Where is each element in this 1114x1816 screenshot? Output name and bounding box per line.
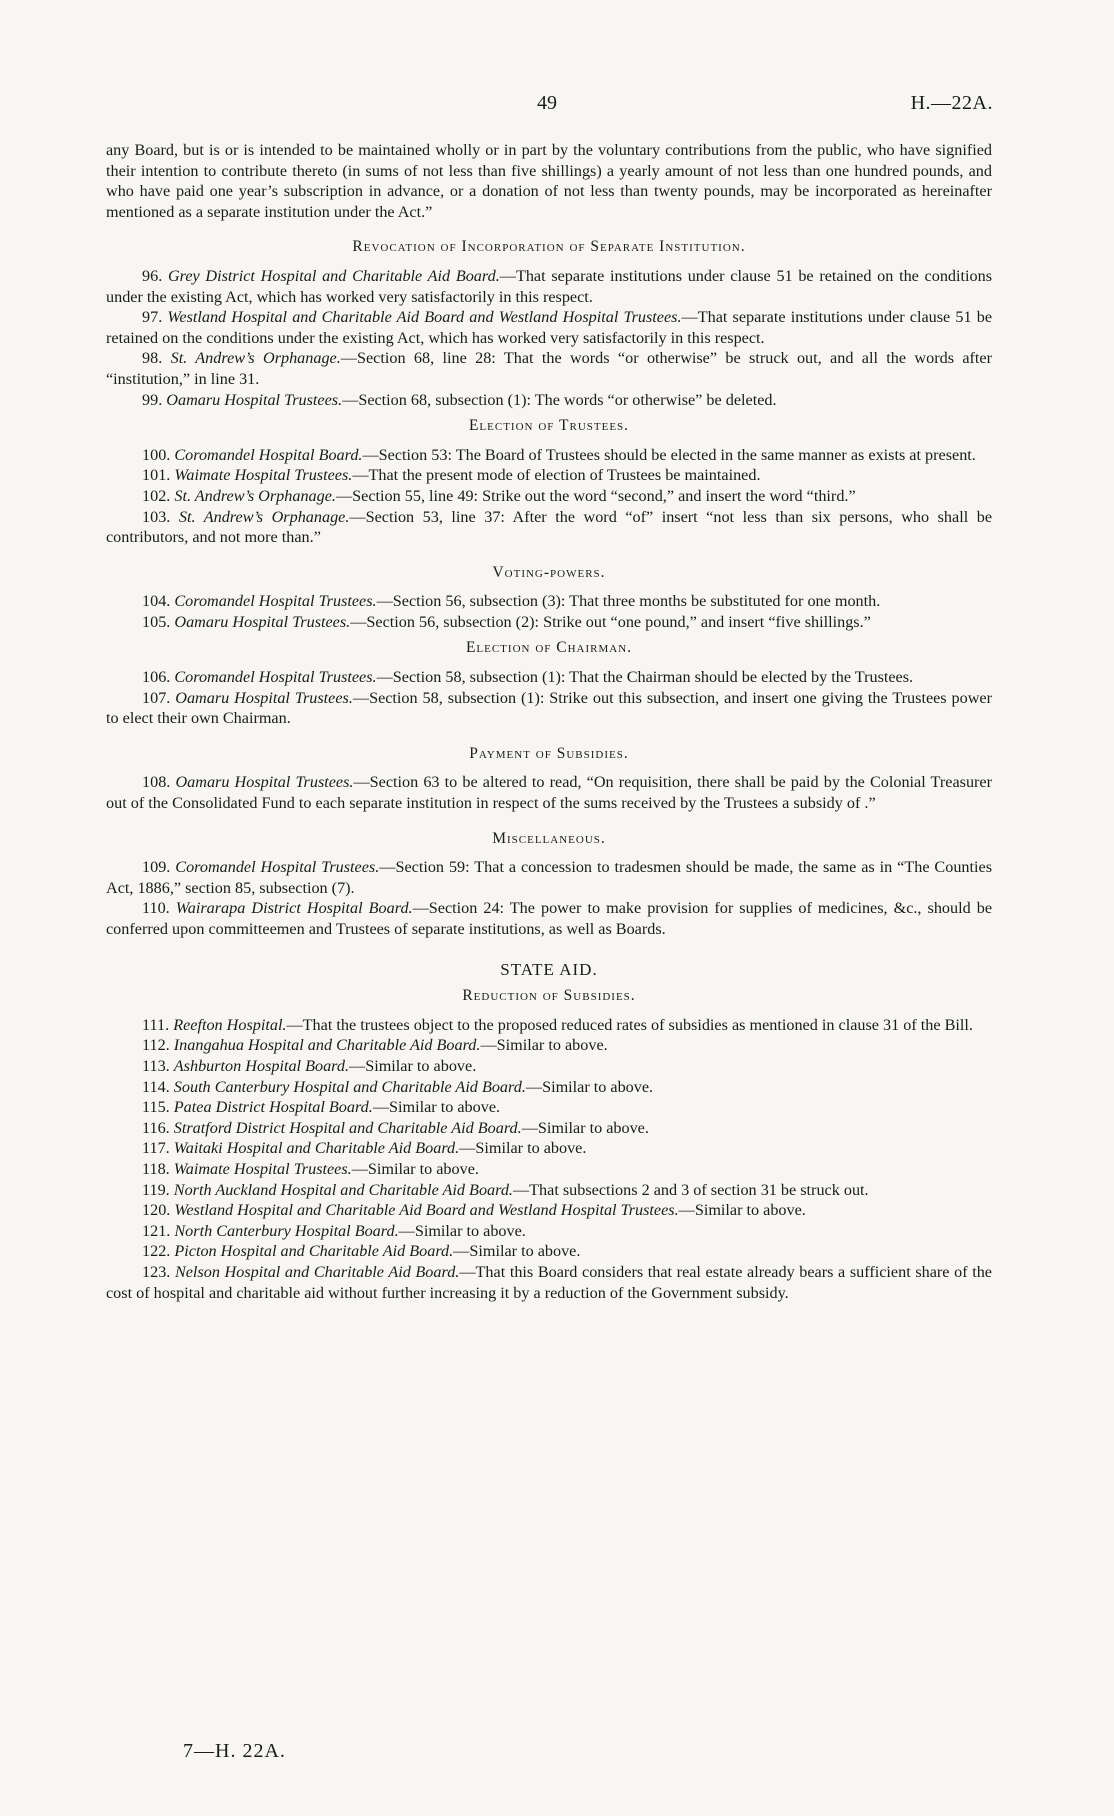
item-117: 117. Waitaki Hospital and Charitable Aid Board.—Similar to above. [142, 1139, 587, 1158]
heading-reduction-subsidies: Reduction of Subsidies. [462, 987, 636, 1005]
document-reference: H.—22A. [910, 92, 993, 114]
item-100: 100. Coromandel Hospital Board.—Section 53: The Board of Trustees should be elected in the same manner as exists at present. [142, 445, 976, 464]
item-118: 118. Waimate Hospital Trustees.—Similar to above. [142, 1159, 479, 1178]
item-97: 97. Westland Hospital and Charitable Aid Board and Westland Hospital Trustees.—That separate institutions under clause 51 be retained on the conditions under the existing Act, which has worked very satisfactorily in this respect. [106, 308, 993, 347]
heading-voting-powers: Voting-powers. [492, 563, 606, 581]
heading-state-aid: STATE AID. [500, 959, 598, 979]
item-111: 111. Reefton Hospital.—That the trustees object to the proposed reduced rates of subsidies as mentioned in clause 31 of the Bill. [142, 1015, 973, 1034]
item-114: 114. South Canterbury Hospital and Charitable Aid Board.—Similar to above. [142, 1077, 654, 1096]
item-120: 120. Westland Hospital and Charitable Aid Board and Westland Hospital Trustees.—Similar to above. [142, 1201, 806, 1220]
item-96: 96. Grey District Hospital and Charitable Aid Board.—That separate institutions under clause 51 be retained on the conditions under the existing Act, which has worked very satisfactorily in this respect. [106, 266, 993, 306]
item-98: 98. St. Andrew’s Orphanage.—Section 68, line 28: That the words “or otherwise” be struck out, and all the words after “institution,” in line 31. [106, 349, 992, 388]
item-103: 103. St. Andrew’s Orphanage.—Section 53, line 37: After the word “of” insert “not less than six persons, who shall be contributors, and not more than.” [106, 507, 992, 547]
heading-election-trustees: Election of Trustees. [468, 417, 630, 435]
item-99: 99. Oamaru Hospital Trustees.—Section 68, subsection (1): The words “or otherwise” be deleted. [142, 390, 777, 409]
item-119: 119. North Auckland Hospital and Charitable Aid Board.—That subsections 2 and 3 of section 31 be struck out. [142, 1180, 869, 1199]
item-105: 105. Oamaru Hospital Trustees.—Section 56, subsection (2): Strike out “one pound,” and insert “five shillings.” [142, 612, 871, 631]
item-122: 122. Picton Hospital and Charitable Aid Board.—Similar to above. [142, 1242, 581, 1261]
page-header [0, 92, 1114, 122]
heading-revocation: Revocation of Incorporation of Separate Institution. [352, 238, 746, 256]
item-116: 116. Stratford District Hospital and Charitable Aid Board.—Similar to above. [142, 1118, 649, 1137]
item-113: 113. Ashburton Hospital Board.—Similar to above. [142, 1056, 477, 1075]
heading-payment-subsidies: Payment of Subsidies. [469, 744, 629, 762]
item-108: 108. Oamaru Hospital Trustees.—Section 63 to be altered to read, “On requisition, there shall be paid by the Colonial Treasurer out of the Consolidated Fund to each separate institution in respect of the sums received by the Trustees a subsidy of .” [106, 773, 992, 813]
item-102: 102. St. Andrew’s Orphanage.—Section 55, line 49: Strike out the word “second,” and insert the word “third.” [142, 486, 856, 505]
item-101: 101. Waimate Hospital Trustees.—That the present mode of election of Trustees be maintained. [142, 466, 761, 485]
item-123: 123. Nelson Hospital and Charitable Aid Board.—That this Board considers that real estate already bears a sufficient share of the cost of hospital and charitable aid without further increasing it by a reduction of the Government subsidy. [106, 1262, 992, 1302]
item-106: 106. Coromandel Hospital Trustees.—Section 58, subsection (1): That the Chairman should be elected by the Trustees. [142, 668, 914, 687]
item-104: 104. Coromandel Hospital Trustees.—Section 56, subsection (3): That three months be substituted for one month. [142, 592, 881, 611]
item-121: 121. North Canterbury Hospital Board.—Similar to above. [142, 1221, 526, 1240]
signature-mark: 7—H. 22A. [183, 1740, 286, 1762]
heading-election-chairman: Election of Chairman. [465, 639, 633, 657]
item-109: 109. Coromandel Hospital Trustees.—Section 59: That a concession to tradesmen should be made, the same as in “The Counties Act, 1886,” section 85, subsection (7). [106, 858, 992, 897]
document-body [106, 140, 992, 1303]
intro-paragraph: any Board, but is or is intended to be maintained wholly or in part by the voluntary contributions from the public, who have signified their intention to contribute thereto (in sums of not less than five shillings) a yearly amount of not less than one hundred pounds, and who have paid one year’s subscription in advance, or a donation of not less than twenty pounds, may be incorporated as hereinafter mentioned as a separate institution under the Act.” [106, 141, 992, 221]
heading-miscellaneous: Miscellaneous. [492, 829, 606, 847]
page-number: 49 [537, 92, 557, 114]
item-112: 112. Inangahua Hospital and Charitable Aid Board.—Similar to above. [142, 1036, 608, 1055]
item-110: 110. Wairarapa District Hospital Board.—Section 24: The power to make provision for supplies of medicines, &c., should be conferred upon committeemen and Trustees of separate institutions, as well as Boards. [106, 899, 993, 938]
item-107: 107. Oamaru Hospital Trustees.—Section 58, subsection (1): Strike out this subsection, and insert one giving the Trustees power to elect their own Chairman. [106, 688, 992, 728]
item-115: 115. Patea District Hospital Board.—Similar to above. [142, 1098, 501, 1117]
